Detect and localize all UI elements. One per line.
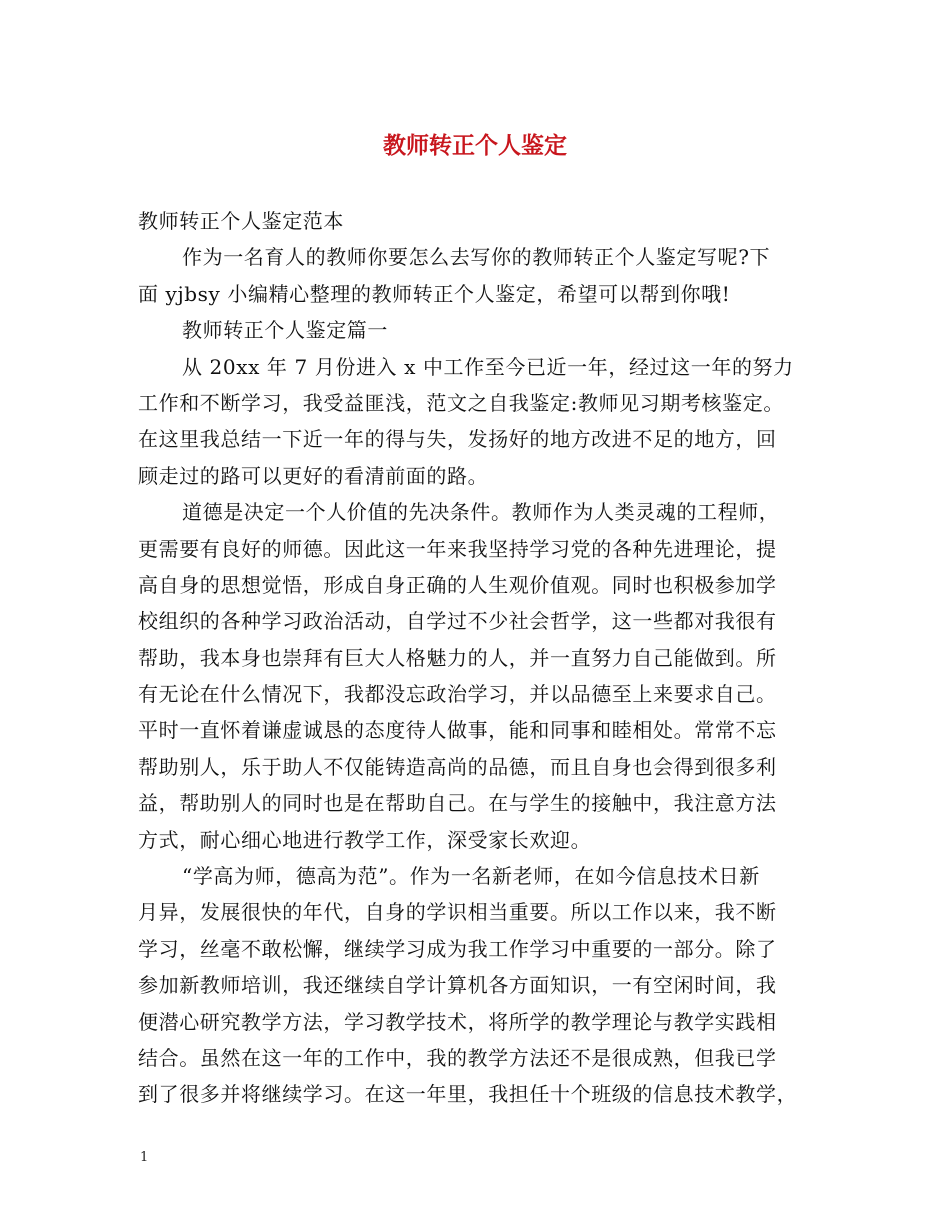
body-line: 结合。虽然在这一年的工作中，我的教学方法还不是很成熟，但我已学 [138, 1045, 777, 1070]
body-line: 高自身的思想觉悟，形成自身正确的人生观价值观。同时也积极参加学 [138, 572, 777, 597]
body-line: 到了很多并将继续学习。在这一年里，我担任十个班级的信息技术教学， [138, 1082, 798, 1107]
body-line: 帮助别人，乐于助人不仅能铸造高尚的品德，而且自身也会得到很多利 [138, 754, 777, 779]
body-line: 帮助，我本身也崇拜有巨大人格魅力的人，并一直努力自己能做到。所 [138, 645, 777, 670]
body-line: 作为一名育人的教师你要怎么去写你的教师转正个人鉴定写呢?下 [182, 245, 771, 270]
body-line: 更需要有良好的师德。因此这一年来我坚持学习党的各种先进理论，提 [138, 536, 777, 561]
body-line: 在这里我总结一下近一年的得与失，发扬好的地方改进不足的地方，回 [138, 427, 777, 452]
document-title: 教师转正个人鉴定 [383, 132, 567, 159]
body-line: 面 yjbsy 小编精心整理的教师转正个人鉴定，希望可以帮到你哦! [138, 281, 731, 306]
page-number: 1 [140, 1150, 149, 1165]
body-line: 有无论在什么情况下，我都没忘政治学习，并以品德至上来要求自己。 [138, 682, 777, 707]
body-line: 工作和不断学习，我受益匪浅，范文之自我鉴定:教师见习期考核鉴定。 [138, 390, 784, 415]
body-line: “学高为师，德高为范”。作为一名新老师，在如今信息技术日新 [182, 864, 760, 889]
body-line: 学习，丝毫不敢松懈，继续学习成为我工作学习中重要的一部分。除了 [138, 936, 777, 961]
body-line: 月异，发展很快的年代，自身的学识相当重要。所以工作以来，我不断 [138, 900, 777, 925]
body-line: 顾走过的路可以更好的看清前面的路。 [138, 463, 489, 488]
body-line: 道德是决定一个人价值的先决条件。教师作为人类灵魂的工程师， [182, 500, 780, 525]
document-body [138, 203, 828, 1113]
body-line: 教师转正个人鉴定范本 [138, 209, 344, 233]
body-line: 教师转正个人鉴定篇一 [182, 318, 388, 343]
body-line: 便潜心研究教学方法，学习教学技术，将所学的教学理论与教学实践相 [138, 1009, 777, 1034]
body-line: 方式，耐心细心地进行教学工作，深受家长欢迎。 [138, 827, 592, 852]
body-line: 校组织的各种学习政治活动，自学过不少社会哲学，这一些都对我很有 [138, 609, 777, 634]
body-line: 平时一直怀着谦虚诚恳的态度待人做事，能和同事和睦相处。常常不忘 [138, 718, 777, 743]
body-line: 从 20xx 年 7 月份进入 x 中工作至今已近一年，经过这一年的努力 [182, 354, 794, 379]
body-line: 益，帮助别人的同时也是在帮助自己。在与学生的接触中，我注意方法 [138, 791, 777, 816]
body-line: 参加新教师培训，我还继续自学计算机各方面知识，一有空闲时间，我 [138, 973, 777, 998]
